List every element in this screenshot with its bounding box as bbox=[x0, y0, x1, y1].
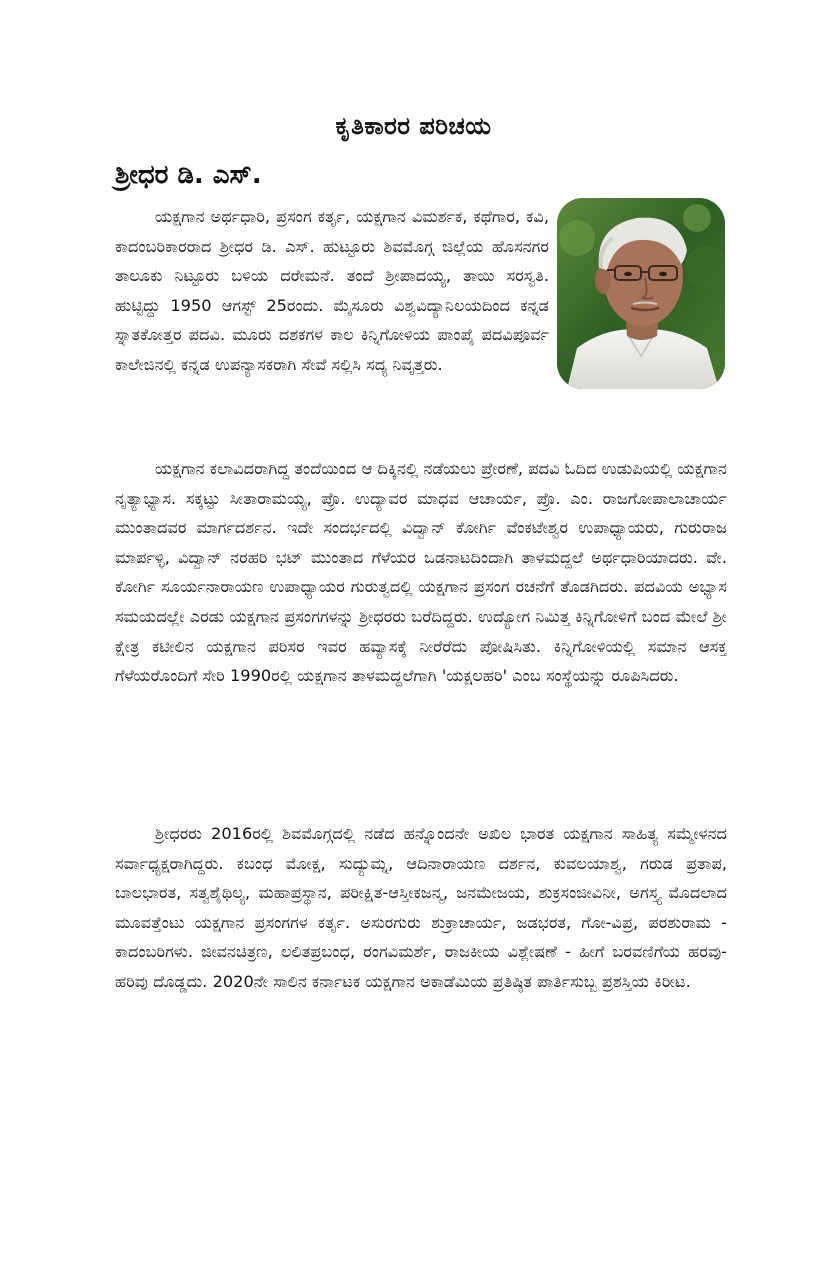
paragraph-2: ಯಕ್ಷಗಾನ ಕಲಾವಿದರಾಗಿದ್ದ ತಂದೆಯಿಂದ ಆ ದಿಕ್ಕಿನಲ್ಲಿ ನಡೆಯಲು ಪ್ರೇರಣೆ, ಪದವಿ ಓದಿದ ಉಡುಪಿಯಲ್ಲಿ ಯಕ್ಷಗಾನ ನೃತ್ಯಾಭ್ಯಾಸ. ಸಕ್ಕಟ್ಟು ಸೀತಾರಾಮಯ್ಯ, ಪ್ರೊ. ಉದ್ಯಾವರ ಮಾಧವ ಆಚಾರ್ಯ, ಪ್ರೊ. ಎಂ. ರಾಜಗೋಪಾಲಾಚಾರ್ಯ ಮುಂತಾದವರ ಮಾರ್ಗದರ್ಶನ. ಇದೇ ಸಂದರ್ಭದಲ್ಲಿ ವಿದ್ವಾನ್ ಕೋರ್ಗಿ ವೆಂಕಟೇಶ್ವರ ಉಪಾಧ್ಯಾಯರು, ಗುರುರಾಜ ಮಾರ್ಪಳ್ಳಿ, ವಿದ್ವಾನ್ ನರಹರಿ ಭಟ್ ಮುಂತಾದ ಗೆಳೆಯರ ಒಡನಾಟದಿಂದಾಗಿ ತಾಳಮದ್ದಲೆ ಅರ್ಥಧಾರಿಯಾದರು. ವೇ. ಕೋರ್ಗಿ ಸೂರ್ಯನಾರಾಯಣ ಉಪಾಧ್ಯಾಯರ ಗುರುತ್ವದಲ್ಲಿ ಯಕ್ಷಗಾನ ಪ್ರಸಂಗ ರಚನೆಗೆ ತೊಡಗಿದರು. ಪದವಿಯ ಅಭ್ಯಾಸ ಸಮಯದಲ್ಲೇ ಎರಡು ಯಕ್ಷಗಾನ ಪ್ರಸಂಗಗಳನ್ನು ಶ್ರೀಧರರು ಬರೆದಿದ್ದರು. ಉದ್ಯೋಗ ನಿಮಿತ್ತ ಕಿನ್ನಿಗೋಳಿಗೆ ಬಂದ ಮೇಲೆ ಶ್ರೀ ಕ್ಷೇತ್ರ ಕಟೀಲಿನ ಯಕ್ಷಗಾನ ಪರಿಸರ ಇವರ ಹವ್ಯಾಸಕ್ಕೆ ನೀರೆರೆದು ಪೋಷಿಸಿತು. ಕಿನ್ನಿಗೋಳಿಯಲ್ಲಿ ಸಮಾನ ಆಸಕ್ತ ಗೆಳೆಯರೊಂದಿಗೆ ಸೇರಿ 1990ರಲ್ಲಿ ಯಕ್ಷಗಾನ ತಾಳಮದ್ದಲೆಗಾಗಿ 'ಯಕ್ಷಲಹರಿ' ಎಂಬ ಸಂಸ್ಥೆಯನ್ನು ರೂಪಿಸಿದರು. bbox=[115, 459, 727, 686]
photo-wrap-spacer bbox=[549, 202, 727, 398]
paragraph-1-block bbox=[115, 202, 727, 398]
paragraph-3: ಶ್ರೀಧರರು 2016ರಲ್ಲಿ ಶಿವಮೊಗ್ಗದಲ್ಲಿ ನಡೆದ ಹನ್ನೊಂದನೇ ಅಖಿಲ ಭಾರತ ಯಕ್ಷಗಾನ ಸಾಹಿತ್ಯ ಸಮ್ಮೇಳನದ ಸರ್ವಾಧ್ಯಕ್ಷರಾಗಿದ್ದರು. ಕಬಂಧ ಮೋಕ್ಷ, ಸುದ್ಯುಮ್ನ, ಆದಿನಾರಾಯಣ ದರ್ಶನ, ಕುವಲಯಾಶ್ವ, ಗರುಡ ಪ್ರತಾಪ, ಬಾಲಭಾರತ, ಸತ್ವಶೈಥಿಲ್ಯ, ಮಹಾಪ್ರಸ್ಥಾನ, ಪರೀಕ್ಷಿತ-ಆಸ್ತೀಕಜನ್ಮ, ಜನಮೇಜಯ, ಶುಕ್ರಸಂಜೀವಿನೀ, ಅಗಸ್ತ್ಯ ಮೊದಲಾದ ಮೂವತ್ತೆಂಟು ಯಕ್ಷಗಾನ ಪ್ರಸಂಗಗಳ ಕರ್ತೃ. ಅಸುರಗುರು ಶುಕ್ರಾಚಾರ್ಯ, ಜಡಭರತ, ಗೋ-ವಿಪ್ರ, ಪರಶುರಾಮ - ಕಾದಂಬರಿಗಳು. ಜೀವನಚಿತ್ರಣ, ಲಲಿತಪ್ರಬಂಧ, ರಂಗವಿಮರ್ಶೆ, ರಾಜಕೀಯ ವಿಶ್ಲೇಷಣೆ - ಹೀಗೆ ಬರವಣಿಗೆಯ ಹರವು-ಹರಿವು ದೊಡ್ಡದು. 2020ನೇ ಸಾಲಿನ ಕರ್ನಾಟಕ ಯಕ್ಷಗಾನ ಅಕಾಡೆಮಿಯ ಪ್ರತಿಷ್ಠಿತ ಪಾರ್ತಿಸುಬ್ಬ ಪ್ರಶಸ್ತಿಯ ಕಿರೀಟ. bbox=[115, 824, 727, 991]
page-title: ಕೃತಿಕಾರರ ಪರಿಚಯ bbox=[335, 112, 492, 140]
paragraph-1: ಯಕ್ಷಗಾನ ಅರ್ಥಧಾರಿ, ಪ್ರಸಂಗ ಕರ್ತೃ, ಯಕ್ಷಗಾನ ವಿಮರ್ಶಕ, ಕಥೆಗಾರ, ಕವಿ, ಕಾದಂಬರಿಕಾರರಾದ ಶ್ರೀಧರ ಡಿ. ಎಸ್. ಹುಟ್ಟೂರು ಶಿವಮೊಗ್ಗ ಜಿಲ್ಲೆಯ ಹೊಸನಗರ ತಾಲೂಕು ನಿಟ್ಟೂರು ಬಳಿಯ ದರೇಮನೆ. ತಂದೆ ಶ್ರೀಪಾದಯ್ಯ, ತಾಯಿ ಸರಸ್ವತಿ. ಹುಟ್ಟಿದ್ದು 1950 ಆಗಸ್ಟ್ 25ರಂದು. ಮೈಸೂರು ವಿಶ್ವವಿದ್ಯಾನಿಲಯದಿಂದ ಕನ್ನಡ ಸ್ನಾತಕೋತ್ತರ ಪದವಿ. ಮೂರು ದಶಕಗಳ ಕಾಲ ಕಿನ್ನಿಗೋಳಿಯ ಪಾಂಪೈ ಪದವಿಪೂರ್ವ ಕಾಲೇಜಿನಲ್ಲಿ ಕನ್ನಡ ಉಪನ್ಯಾಸಕರಾಗಿ ಸೇವೆ ಸಲ್ಲಿಸಿ ಸದ್ಯ ನಿವೃತ್ತರು. bbox=[115, 207, 549, 374]
author-name: ಶ್ರೀಧರ ಡಿ. ಎಸ್. bbox=[115, 160, 262, 190]
